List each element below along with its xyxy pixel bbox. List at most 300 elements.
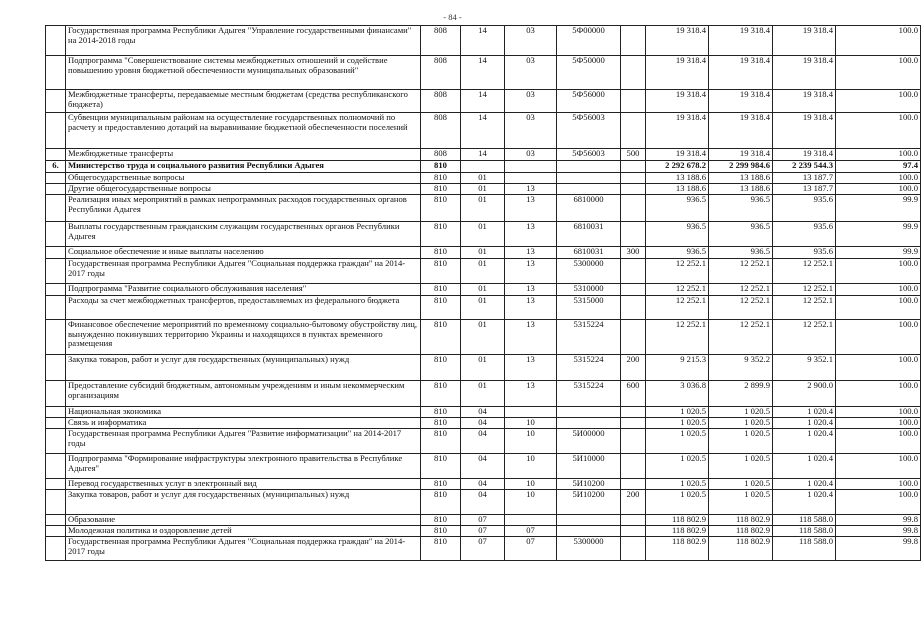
subsection-code: 13 bbox=[505, 355, 557, 381]
table-row bbox=[46, 320, 921, 355]
subsection-code: 13 bbox=[505, 184, 557, 195]
row-number bbox=[46, 113, 66, 149]
executed-amount: 19 318.4 bbox=[773, 90, 836, 113]
ministry-code: 808 bbox=[421, 26, 461, 56]
row-number bbox=[46, 90, 66, 113]
subsection-code bbox=[505, 161, 557, 173]
expense-type-code bbox=[621, 195, 646, 222]
subsection-code bbox=[505, 515, 557, 526]
row-number bbox=[46, 355, 66, 381]
target-article-code bbox=[557, 526, 621, 537]
execution-percent: 100.0 bbox=[836, 418, 921, 429]
revised-amount: 2 299 984.6 bbox=[709, 161, 773, 173]
approved-amount: 118 802.9 bbox=[646, 515, 709, 526]
revised-amount: 12 252.1 bbox=[709, 296, 773, 320]
executed-amount: 12 252.1 bbox=[773, 320, 836, 355]
expense-type-code bbox=[621, 173, 646, 184]
table-row bbox=[46, 113, 921, 149]
row-number bbox=[46, 418, 66, 429]
expense-type-code bbox=[621, 418, 646, 429]
row-number bbox=[46, 149, 66, 161]
target-article-code bbox=[557, 173, 621, 184]
section-code: 01 bbox=[461, 284, 505, 296]
page-number: - 84 - bbox=[443, 12, 462, 22]
target-article-code: 5И10200 bbox=[557, 490, 621, 515]
target-article-code: 5300000 bbox=[557, 537, 621, 561]
ministry-code: 810 bbox=[421, 407, 461, 418]
executed-amount: 118 588.0 bbox=[773, 537, 836, 561]
target-article-code: 5315224 bbox=[557, 355, 621, 381]
section-code: 04 bbox=[461, 454, 505, 479]
subsection-code: 13 bbox=[505, 284, 557, 296]
row-number bbox=[46, 296, 66, 320]
table-row bbox=[46, 355, 921, 381]
expense-type-code bbox=[621, 479, 646, 490]
section-code: 01 bbox=[461, 320, 505, 355]
expense-type-code bbox=[621, 90, 646, 113]
ministry-code: 810 bbox=[421, 490, 461, 515]
target-article-code: 5315224 bbox=[557, 320, 621, 355]
budget-table-body bbox=[46, 26, 921, 561]
execution-percent: 100.0 bbox=[836, 490, 921, 515]
row-name: Образование bbox=[66, 515, 421, 526]
execution-percent: 99.9 bbox=[836, 247, 921, 259]
executed-amount: 1 020.4 bbox=[773, 429, 836, 454]
row-name: Государственная программа Республики Адыгея "Социальная поддержка граждан" на 2014-2017 годы bbox=[66, 537, 421, 561]
target-article-code bbox=[557, 161, 621, 173]
expense-type-code bbox=[621, 537, 646, 561]
table-row bbox=[46, 296, 921, 320]
revised-amount: 118 802.9 bbox=[709, 526, 773, 537]
row-number bbox=[46, 173, 66, 184]
expense-type-code bbox=[621, 515, 646, 526]
approved-amount: 13 188.6 bbox=[646, 173, 709, 184]
executed-amount: 12 252.1 bbox=[773, 259, 836, 284]
row-number bbox=[46, 537, 66, 561]
expense-type-code bbox=[621, 429, 646, 454]
revised-amount: 1 020.5 bbox=[709, 429, 773, 454]
subsection-code: 13 bbox=[505, 259, 557, 284]
row-name: Закупка товаров, работ и услуг для государственных (муниципальных) нужд bbox=[66, 490, 421, 515]
row-name: Государственная программа Республики Адыгея "Развитие информатизации" на 2014-2017 годы bbox=[66, 429, 421, 454]
row-number bbox=[46, 381, 66, 407]
executed-amount: 1 020.4 bbox=[773, 454, 836, 479]
row-name: Социальное обеспечение и иные выплаты населению bbox=[66, 247, 421, 259]
ministry-code: 810 bbox=[421, 247, 461, 259]
target-article-code: 6810000 bbox=[557, 195, 621, 222]
target-article-code: 5И10200 bbox=[557, 479, 621, 490]
revised-amount: 12 252.1 bbox=[709, 284, 773, 296]
approved-amount: 12 252.1 bbox=[646, 320, 709, 355]
target-article-code: 6810031 bbox=[557, 247, 621, 259]
row-number bbox=[46, 247, 66, 259]
ministry-code: 810 bbox=[421, 284, 461, 296]
revised-amount: 118 802.9 bbox=[709, 537, 773, 561]
section-code: 01 bbox=[461, 381, 505, 407]
section-code: 01 bbox=[461, 173, 505, 184]
subsection-code: 10 bbox=[505, 429, 557, 454]
subsection-code: 03 bbox=[505, 26, 557, 56]
executed-amount: 118 588.0 bbox=[773, 526, 836, 537]
expense-type-code bbox=[621, 284, 646, 296]
table-row bbox=[46, 479, 921, 490]
row-name: Субвенции муниципальным районам на осуществление государственных полномочий по расчету и предоставлению дотаций на выравнивание бюджетной обеспеченности поселений bbox=[66, 113, 421, 149]
target-article-code bbox=[557, 515, 621, 526]
executed-amount: 1 020.4 bbox=[773, 479, 836, 490]
target-article-code: 5315224 bbox=[557, 381, 621, 407]
executed-amount: 19 318.4 bbox=[773, 149, 836, 161]
ministry-code: 810 bbox=[421, 355, 461, 381]
execution-percent: 100.0 bbox=[836, 296, 921, 320]
revised-amount: 2 899.9 bbox=[709, 381, 773, 407]
target-article-code: 5310000 bbox=[557, 284, 621, 296]
table-row bbox=[46, 284, 921, 296]
row-number bbox=[46, 454, 66, 479]
execution-percent: 100.0 bbox=[836, 90, 921, 113]
execution-percent: 100.0 bbox=[836, 173, 921, 184]
revised-amount: 19 318.4 bbox=[709, 113, 773, 149]
execution-percent: 100.0 bbox=[836, 381, 921, 407]
subsection-code: 10 bbox=[505, 454, 557, 479]
ministry-code: 810 bbox=[421, 537, 461, 561]
table-row bbox=[46, 149, 921, 161]
executed-amount: 19 318.4 bbox=[773, 113, 836, 149]
revised-amount: 19 318.4 bbox=[709, 26, 773, 56]
revised-amount: 12 252.1 bbox=[709, 259, 773, 284]
subsection-code: 10 bbox=[505, 418, 557, 429]
ministry-code: 808 bbox=[421, 149, 461, 161]
row-number bbox=[46, 490, 66, 515]
section-code: 01 bbox=[461, 195, 505, 222]
section-code: 04 bbox=[461, 407, 505, 418]
ministry-code: 810 bbox=[421, 184, 461, 195]
subsection-code: 13 bbox=[505, 320, 557, 355]
target-article-code: 5Ф00000 bbox=[557, 26, 621, 56]
executed-amount: 9 352.1 bbox=[773, 355, 836, 381]
execution-percent: 100.0 bbox=[836, 284, 921, 296]
subsection-code: 03 bbox=[505, 113, 557, 149]
revised-amount: 19 318.4 bbox=[709, 90, 773, 113]
target-article-code: 6810031 bbox=[557, 222, 621, 247]
revised-amount: 19 318.4 bbox=[709, 149, 773, 161]
table-row bbox=[46, 490, 921, 515]
row-number bbox=[46, 515, 66, 526]
row-name: Общегосударственные вопросы bbox=[66, 173, 421, 184]
revised-amount: 13 188.6 bbox=[709, 173, 773, 184]
table-row bbox=[46, 454, 921, 479]
section-code: 14 bbox=[461, 149, 505, 161]
approved-amount: 936.5 bbox=[646, 247, 709, 259]
table-row bbox=[46, 90, 921, 113]
ministry-code: 808 bbox=[421, 90, 461, 113]
row-name: Перевод государственных услуг в электронный вид bbox=[66, 479, 421, 490]
revised-amount: 936.5 bbox=[709, 222, 773, 247]
row-name: Предоставление субсидий бюджетным, автономным учреждениям и иным некоммерческим организациям bbox=[66, 381, 421, 407]
revised-amount: 118 802.9 bbox=[709, 515, 773, 526]
subsection-code bbox=[505, 173, 557, 184]
executed-amount: 1 020.4 bbox=[773, 407, 836, 418]
approved-amount: 12 252.1 bbox=[646, 296, 709, 320]
approved-amount: 2 292 678.2 bbox=[646, 161, 709, 173]
approved-amount: 1 020.5 bbox=[646, 418, 709, 429]
execution-percent: 99.8 bbox=[836, 515, 921, 526]
table-row bbox=[46, 381, 921, 407]
section-code: 01 bbox=[461, 222, 505, 247]
approved-amount: 936.5 bbox=[646, 222, 709, 247]
approved-amount: 13 188.6 bbox=[646, 184, 709, 195]
expense-type-code bbox=[621, 113, 646, 149]
target-article-code: 5И00000 bbox=[557, 429, 621, 454]
expense-type-code: 200 bbox=[621, 490, 646, 515]
approved-amount: 3 036.8 bbox=[646, 381, 709, 407]
row-number bbox=[46, 195, 66, 222]
executed-amount: 935.6 bbox=[773, 195, 836, 222]
section-code: 07 bbox=[461, 526, 505, 537]
row-number bbox=[46, 259, 66, 284]
execution-percent: 100.0 bbox=[836, 184, 921, 195]
table-row bbox=[46, 173, 921, 184]
table-row bbox=[46, 418, 921, 429]
approved-amount: 118 802.9 bbox=[646, 537, 709, 561]
expense-type-code bbox=[621, 320, 646, 355]
subsection-code bbox=[505, 407, 557, 418]
executed-amount: 19 318.4 bbox=[773, 26, 836, 56]
ministry-code: 810 bbox=[421, 526, 461, 537]
target-article-code: 5Ф50000 bbox=[557, 56, 621, 90]
approved-amount: 19 318.4 bbox=[646, 149, 709, 161]
revised-amount: 1 020.5 bbox=[709, 407, 773, 418]
approved-amount: 19 318.4 bbox=[646, 56, 709, 90]
subsection-code: 13 bbox=[505, 381, 557, 407]
table-row bbox=[46, 195, 921, 222]
row-number bbox=[46, 407, 66, 418]
executed-amount: 12 252.1 bbox=[773, 284, 836, 296]
approved-amount: 12 252.1 bbox=[646, 284, 709, 296]
row-name: Министерство труда и социального развития Республики Адыгея bbox=[66, 161, 421, 173]
target-article-code: 5Ф56003 bbox=[557, 113, 621, 149]
ministry-code: 810 bbox=[421, 479, 461, 490]
execution-percent: 100.0 bbox=[836, 320, 921, 355]
approved-amount: 19 318.4 bbox=[646, 113, 709, 149]
ministry-code: 808 bbox=[421, 56, 461, 90]
subsection-code: 13 bbox=[505, 247, 557, 259]
row-name: Межбюджетные трансферты, передаваемые местным бюджетам (средства республиканского бюджета) bbox=[66, 90, 421, 113]
ministry-code: 810 bbox=[421, 429, 461, 454]
row-number bbox=[46, 222, 66, 247]
ministry-code: 810 bbox=[421, 259, 461, 284]
execution-percent: 99.8 bbox=[836, 526, 921, 537]
row-number bbox=[46, 429, 66, 454]
execution-percent: 100.0 bbox=[836, 355, 921, 381]
expense-type-code bbox=[621, 222, 646, 247]
approved-amount: 1 020.5 bbox=[646, 429, 709, 454]
row-name: Подпрограмма "Совершенствование системы межбюджетных отношений и содействие повышению уровня бюджетной обеспеченности муниципальных образований" bbox=[66, 56, 421, 90]
section-code: 14 bbox=[461, 90, 505, 113]
row-number bbox=[46, 320, 66, 355]
executed-amount: 2 239 544.3 bbox=[773, 161, 836, 173]
row-name: Реализация иных мероприятий в рамках непрограммных расходов государственных органов Республики Адыгея bbox=[66, 195, 421, 222]
subsection-code: 03 bbox=[505, 90, 557, 113]
subsection-code: 13 bbox=[505, 296, 557, 320]
row-name: Финансовое обеспечение мероприятий по временному социально-бытовому обустройству лиц, вынужденно покинувших территорию Украины и находящихся в пунктах временного размещения bbox=[66, 320, 421, 355]
table-row bbox=[46, 161, 921, 173]
executed-amount: 13 187.7 bbox=[773, 184, 836, 195]
subsection-code: 07 bbox=[505, 526, 557, 537]
execution-percent: 100.0 bbox=[836, 149, 921, 161]
expense-type-code bbox=[621, 184, 646, 195]
execution-percent: 97.4 bbox=[836, 161, 921, 173]
expense-type-code: 300 bbox=[621, 247, 646, 259]
ministry-code: 810 bbox=[421, 381, 461, 407]
ministry-code: 810 bbox=[421, 320, 461, 355]
section-code: 01 bbox=[461, 259, 505, 284]
executed-amount: 118 588.0 bbox=[773, 515, 836, 526]
executed-amount: 12 252.1 bbox=[773, 296, 836, 320]
approved-amount: 1 020.5 bbox=[646, 454, 709, 479]
execution-percent: 100.0 bbox=[836, 407, 921, 418]
target-article-code: 5300000 bbox=[557, 259, 621, 284]
table-row bbox=[46, 526, 921, 537]
expense-type-code bbox=[621, 26, 646, 56]
row-number bbox=[46, 479, 66, 490]
row-name: Молодежная политика и оздоровление детей bbox=[66, 526, 421, 537]
row-number bbox=[46, 26, 66, 56]
table-row bbox=[46, 515, 921, 526]
row-number bbox=[46, 184, 66, 195]
execution-percent: 100.0 bbox=[836, 113, 921, 149]
approved-amount: 1 020.5 bbox=[646, 479, 709, 490]
row-name: Подпрограмма "Развитие социального обслуживания населения" bbox=[66, 284, 421, 296]
revised-amount: 936.5 bbox=[709, 195, 773, 222]
revised-amount: 13 188.6 bbox=[709, 184, 773, 195]
execution-percent: 99.9 bbox=[836, 195, 921, 222]
subsection-code: 03 bbox=[505, 149, 557, 161]
expense-type-code bbox=[621, 161, 646, 173]
table-row bbox=[46, 247, 921, 259]
approved-amount: 1 020.5 bbox=[646, 490, 709, 515]
row-number: 6. bbox=[46, 161, 66, 173]
executed-amount: 935.6 bbox=[773, 222, 836, 247]
approved-amount: 9 215.3 bbox=[646, 355, 709, 381]
subsection-code: 13 bbox=[505, 195, 557, 222]
expense-type-code bbox=[621, 526, 646, 537]
target-article-code: 5И10000 bbox=[557, 454, 621, 479]
revised-amount: 9 352.2 bbox=[709, 355, 773, 381]
target-article-code bbox=[557, 184, 621, 195]
ministry-code: 810 bbox=[421, 515, 461, 526]
row-name: Закупка товаров, работ и услуг для государственных (муниципальных) нужд bbox=[66, 355, 421, 381]
table-row bbox=[46, 429, 921, 454]
section-code: 04 bbox=[461, 479, 505, 490]
table-row bbox=[46, 222, 921, 247]
approved-amount: 19 318.4 bbox=[646, 90, 709, 113]
approved-amount: 936.5 bbox=[646, 195, 709, 222]
row-name: Межбюджетные трансферты bbox=[66, 149, 421, 161]
row-name: Подпрограмма "Формирование инфраструктуры электронного правительства в Республике Адыгея" bbox=[66, 454, 421, 479]
section-code: 04 bbox=[461, 429, 505, 454]
section-code: 04 bbox=[461, 418, 505, 429]
target-article-code bbox=[557, 407, 621, 418]
ministry-code: 810 bbox=[421, 296, 461, 320]
revised-amount: 12 252.1 bbox=[709, 320, 773, 355]
approved-amount: 19 318.4 bbox=[646, 26, 709, 56]
row-name: Расходы за счет межбюджетных трансфертов, предоставляемых из федерального бюджета bbox=[66, 296, 421, 320]
subsection-code: 10 bbox=[505, 490, 557, 515]
target-article-code: 5315000 bbox=[557, 296, 621, 320]
expense-type-code bbox=[621, 454, 646, 479]
ministry-code: 810 bbox=[421, 161, 461, 173]
target-article-code: 5Ф56003 bbox=[557, 149, 621, 161]
executed-amount: 1 020.4 bbox=[773, 418, 836, 429]
section-code: 01 bbox=[461, 184, 505, 195]
expense-type-code bbox=[621, 259, 646, 284]
table-row bbox=[46, 26, 921, 56]
row-name: Государственная программа Республики Адыгея "Социальная поддержка граждан" на 2014-2017 годы bbox=[66, 259, 421, 284]
executed-amount: 1 020.4 bbox=[773, 490, 836, 515]
row-number bbox=[46, 526, 66, 537]
execution-percent: 100.0 bbox=[836, 479, 921, 490]
ministry-code: 810 bbox=[421, 222, 461, 247]
row-number bbox=[46, 56, 66, 90]
section-code bbox=[461, 161, 505, 173]
target-article-code bbox=[557, 418, 621, 429]
table-row bbox=[46, 407, 921, 418]
subsection-code: 03 bbox=[505, 56, 557, 90]
expense-type-code: 500 bbox=[621, 149, 646, 161]
execution-percent: 100.0 bbox=[836, 454, 921, 479]
execution-percent: 100.0 bbox=[836, 26, 921, 56]
section-code: 14 bbox=[461, 113, 505, 149]
ministry-code: 810 bbox=[421, 454, 461, 479]
expense-type-code: 600 bbox=[621, 381, 646, 407]
execution-percent: 99.8 bbox=[836, 537, 921, 561]
revised-amount: 1 020.5 bbox=[709, 490, 773, 515]
executed-amount: 13 187.7 bbox=[773, 173, 836, 184]
execution-percent: 100.0 bbox=[836, 56, 921, 90]
ministry-code: 808 bbox=[421, 113, 461, 149]
executed-amount: 2 900.0 bbox=[773, 381, 836, 407]
ministry-code: 810 bbox=[421, 418, 461, 429]
table-row bbox=[46, 184, 921, 195]
section-code: 07 bbox=[461, 515, 505, 526]
ministry-code: 810 bbox=[421, 195, 461, 222]
subsection-code: 10 bbox=[505, 479, 557, 490]
revised-amount: 1 020.5 bbox=[709, 454, 773, 479]
section-code: 01 bbox=[461, 296, 505, 320]
executed-amount: 935.6 bbox=[773, 247, 836, 259]
revised-amount: 936.5 bbox=[709, 247, 773, 259]
section-code: 14 bbox=[461, 56, 505, 90]
table-row bbox=[46, 537, 921, 561]
table-row bbox=[46, 259, 921, 284]
row-name: Связь и информатика bbox=[66, 418, 421, 429]
execution-percent: 99.9 bbox=[836, 222, 921, 247]
expense-type-code bbox=[621, 56, 646, 90]
subsection-code: 13 bbox=[505, 222, 557, 247]
subsection-code: 07 bbox=[505, 537, 557, 561]
execution-percent: 100.0 bbox=[836, 429, 921, 454]
section-code: 14 bbox=[461, 26, 505, 56]
approved-amount: 12 252.1 bbox=[646, 259, 709, 284]
section-code: 01 bbox=[461, 247, 505, 259]
ministry-code: 810 bbox=[421, 173, 461, 184]
revised-amount: 1 020.5 bbox=[709, 479, 773, 490]
executed-amount: 19 318.4 bbox=[773, 56, 836, 90]
execution-percent: 100.0 bbox=[836, 259, 921, 284]
approved-amount: 1 020.5 bbox=[646, 407, 709, 418]
section-code: 04 bbox=[461, 490, 505, 515]
expense-type-code: 200 bbox=[621, 355, 646, 381]
